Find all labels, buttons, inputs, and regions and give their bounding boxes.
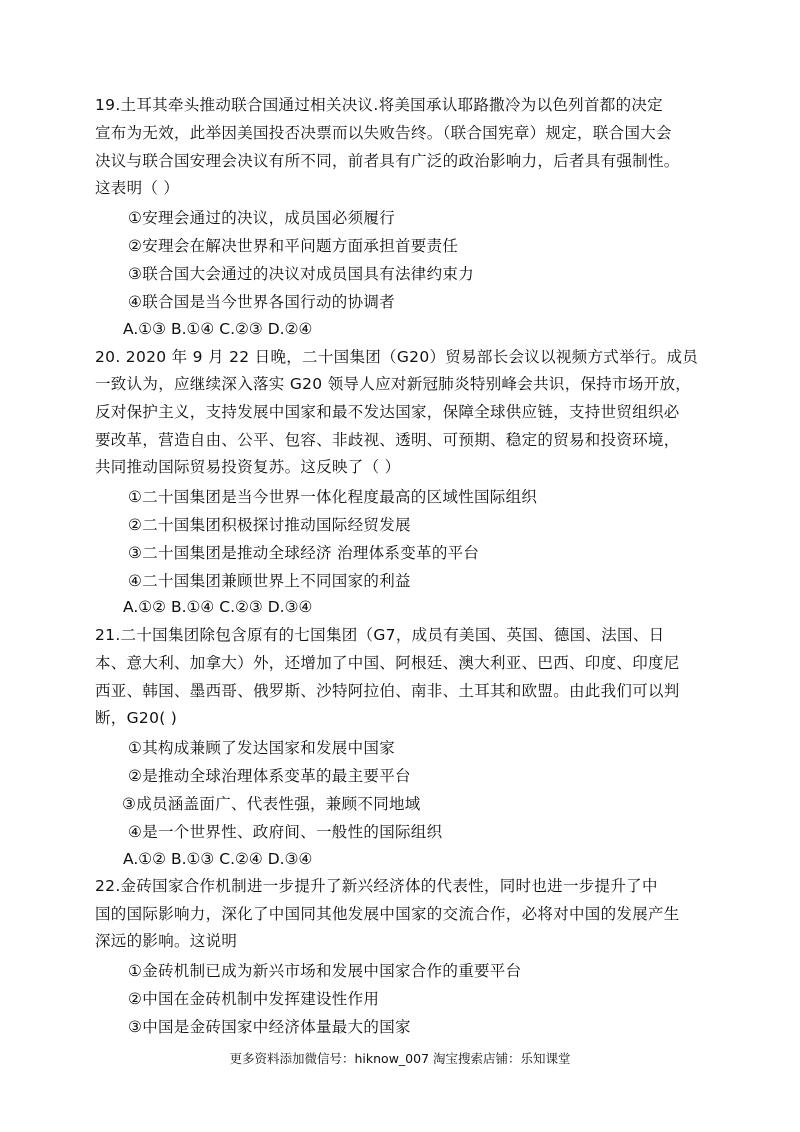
q20-option-4: ④二十国集团兼顾世界上不同国家的利益 bbox=[128, 572, 411, 590]
q20-stem-line-1: 20. 2020 年 9 月 22 日晚，二十国集团（G20）贸易部长会议以视频方式举行。成员 bbox=[95, 348, 699, 366]
q22-stem-line-2: 国的国际影响力，深化了中国同其他发展中国家的交流合作，必将对中国的发展产生 bbox=[95, 905, 680, 923]
q22-option-1: ①金砖机制已成为新兴市场和发展中国家合作的重要平台 bbox=[128, 962, 522, 980]
q19-stem-line-2: 宣布为无效，此举因美国投否决票而以失败告终。（联合国宪章）规定，联合国大会 bbox=[95, 124, 672, 142]
q22-option-2: ②中国在金砖机制中发挥建设性作用 bbox=[128, 990, 380, 1008]
q20-option-3: ③二十国集团是推动全球经济 治理体系变革的平台 bbox=[128, 544, 480, 562]
q19-option-3: ③联合国大会通过的决议对成员国具有法律约束力 bbox=[128, 265, 474, 283]
q19-option-4: ④联合国是当今世界各国行动的协调者 bbox=[128, 293, 395, 311]
q21-option-3: ③成员涵盖面广、代表性强，兼顾不同地域 bbox=[122, 795, 421, 813]
q20-stem-line-2: 一致认为，应继续深入落实 G20 领导人应对新冠肺炎特别峰会共识，保持市场开放， bbox=[95, 375, 692, 393]
q19-stem-line-1: 19.土耳其牵头推动联合国通过相关决议.将美国承认耶路撒冷为以色列首都的决定 bbox=[95, 96, 663, 114]
q21-stem-line-1: 21.二十国集团除包含原有的七国集团（G7，成员有美国、英国、德国、法国、日 bbox=[95, 626, 665, 644]
q21-option-2: ②是推动全球治理体系变革的最主要平台 bbox=[128, 767, 411, 785]
q19-answer-choices: A.①③ B.①④ C.②③ D.②④ bbox=[123, 320, 313, 338]
page-footer: 更多资料添加微信号：hiknow_007 淘宝搜索店铺：乐知课堂 bbox=[229, 1051, 571, 1066]
q20-stem-line-5: 共同推动国际贸易投资复苏。这反映了（ ） bbox=[95, 458, 401, 476]
q19-stem-line-3: 决议与联合国安理会决议有所不同，前者具有广泛的政治影响力，后者具有强制性。 bbox=[95, 152, 680, 170]
q22-stem-line-3: 深远的影响。这说明 bbox=[95, 932, 238, 950]
q20-option-2: ②二十国集团积极探讨推动国际经贸发展 bbox=[128, 516, 411, 534]
q22-stem-line-1: 22.金砖国家合作机制进一步提升了新兴经济体的代表性，同时也进一步提升了中 bbox=[95, 877, 658, 895]
q20-answer-choices: A.①② B.①④ C.②③ D.③④ bbox=[123, 598, 313, 616]
q21-stem-line-3: 西亚、韩国、墨西哥、俄罗斯、沙特阿拉伯、南非、土耳其和欧盟。由此我们可以判 bbox=[95, 682, 680, 700]
q21-option-1: ①其构成兼顾了发达国家和发展中国家 bbox=[128, 739, 395, 757]
q19-option-1: ①安理会通过的决议，成员国必须履行 bbox=[128, 209, 395, 227]
q19-option-2: ②安理会在解决世界和平问题方面承担首要责任 bbox=[128, 237, 459, 255]
q20-stem-line-4: 要改革，营造自由、公平、包容、非歧视、透明、可预期、稳定的贸易和投资环境， bbox=[95, 431, 680, 449]
q21-stem-line-2: 本、意大利、加拿大）外，还增加了中国、阿根廷、澳大利亚、巴西、印度、印度尼 bbox=[95, 654, 680, 672]
q21-stem-line-4: 断，G20( ) bbox=[95, 709, 178, 727]
q22-option-3: ③中国是金砖国家中经济体量最大的国家 bbox=[128, 1018, 411, 1036]
q21-answer-choices: A.①② B.①③ C.②④ D.③④ bbox=[123, 850, 313, 868]
q20-stem-line-3: 反对保护主义，支持发展中国家和最不发达国家，保障全球供应链，支持世贸组织必 bbox=[95, 403, 680, 421]
q20-option-1: ①二十国集团是当今世界一体化程度最高的区域性国际组织 bbox=[128, 488, 538, 506]
q21-option-4: ④是一个世界性、政府间、一般性的国际组织 bbox=[128, 823, 443, 841]
q19-stem-line-4: 这表明（ ） bbox=[95, 179, 180, 197]
